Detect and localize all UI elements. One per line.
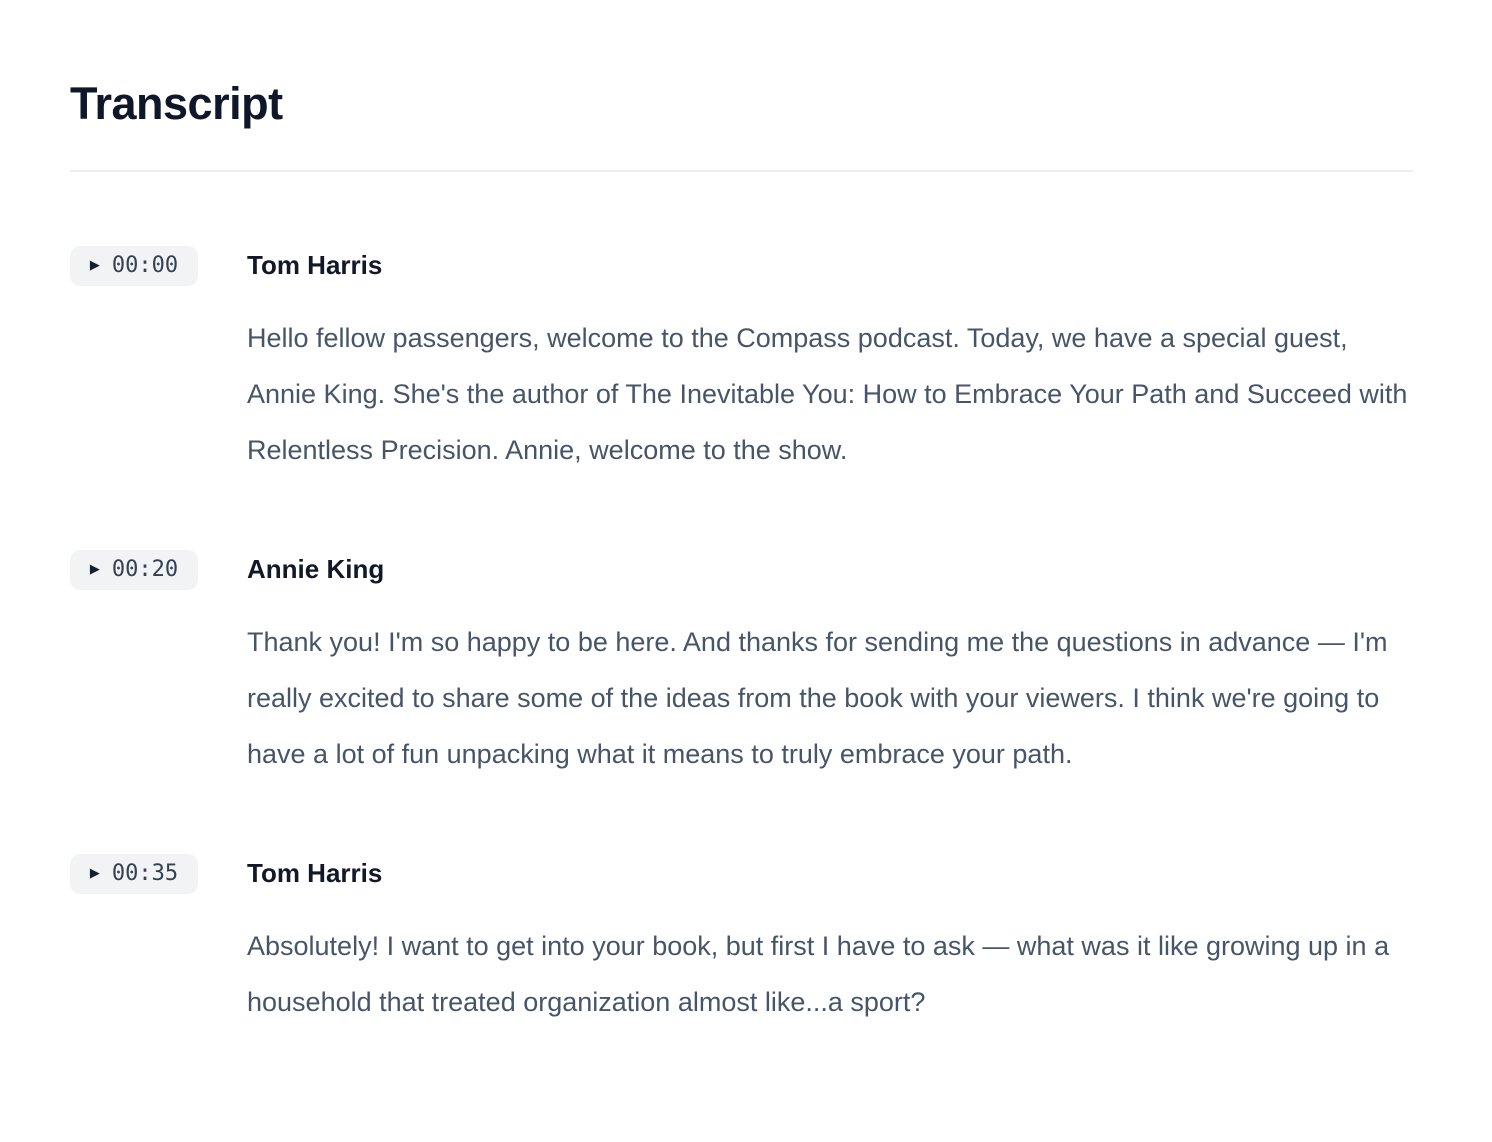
page-title: Transcript <box>70 78 283 129</box>
transcript-list <box>70 246 1413 1030</box>
timestamp-label: 00:35 <box>111 860 179 886</box>
speaker-name: Tom Harris <box>247 858 383 889</box>
play-timestamp-button[interactable] <box>70 854 198 894</box>
play-timestamp-button[interactable] <box>70 550 198 590</box>
transcript-entry <box>70 550 1413 782</box>
play-icon: ▶ <box>89 865 100 881</box>
entry-text: Thank you! I'm so happy to be here. And thanks for sending me the questions in advance — I'm really excited to share some of the ideas from the book with your viewers. I think we're going to have a lot of fun unpacking what it means to truly embrace your path. <box>247 626 1388 769</box>
play-icon: ▶ <box>89 561 100 577</box>
play-timestamp-button[interactable] <box>70 246 198 286</box>
transcript-entry <box>70 854 1413 1030</box>
divider <box>70 170 1413 172</box>
timestamp-label: 00:00 <box>111 252 179 278</box>
speaker-name: Annie King <box>247 554 385 585</box>
play-icon: ▶ <box>89 257 100 273</box>
transcript-entry <box>70 246 1413 478</box>
entry-text: Absolutely! I want to get into your book, but first I have to ask — what was it like growing up in a household that treated organization almost like...a sport? <box>247 930 1390 1017</box>
entry-text: Hello fellow passengers, welcome to the Compass podcast. Today, we have a special guest, Annie King. She's the author of The Inevitable You: How to Embrace Your Path and Succeed with Relentless Precision. Annie, welcome to the show. <box>247 322 1408 465</box>
timestamp-label: 00:20 <box>111 556 179 582</box>
speaker-name: Tom Harris <box>247 250 383 281</box>
